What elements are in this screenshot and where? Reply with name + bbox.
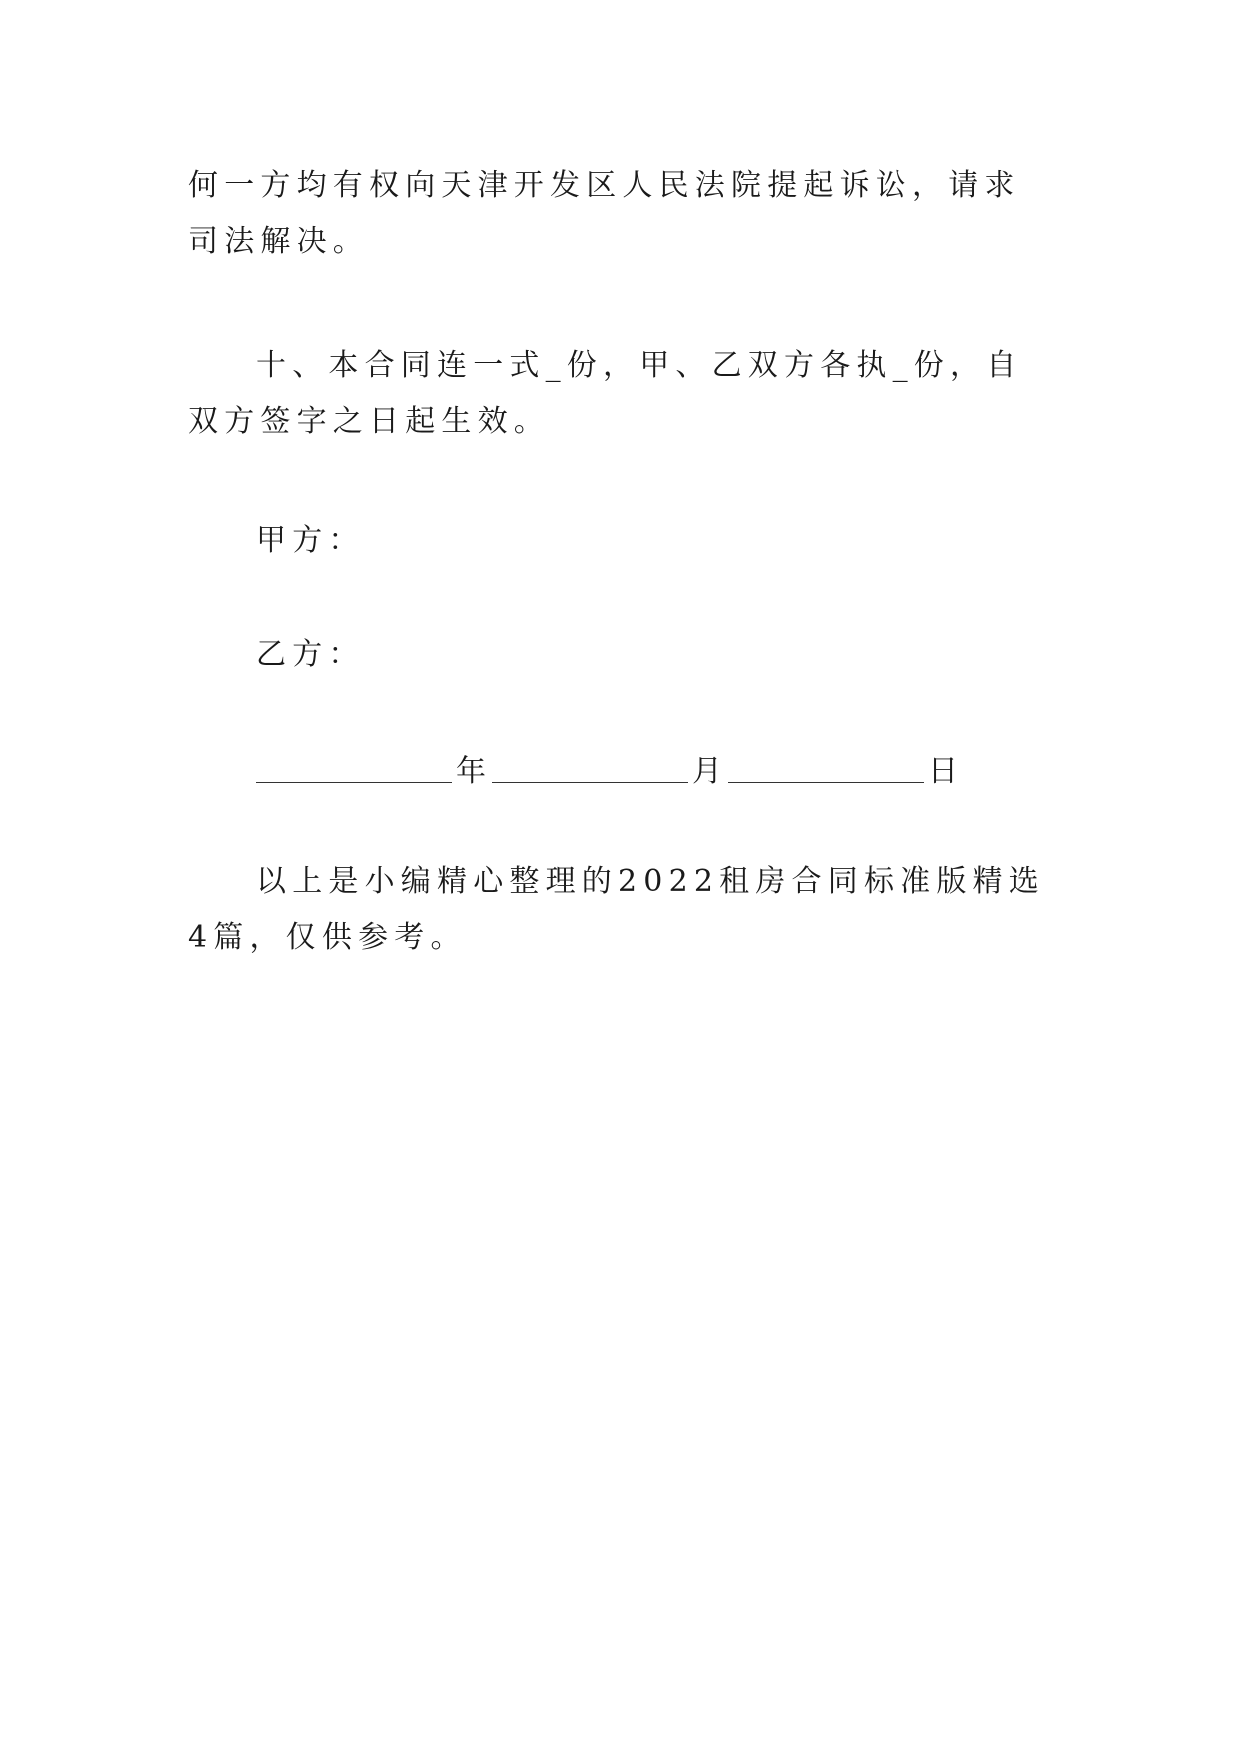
party-a-label: 甲方： — [256, 523, 365, 558]
year-unit: 年 — [456, 754, 486, 789]
signature-date-line — [256, 740, 964, 796]
year-blank — [256, 754, 452, 783]
day-unit: 日 — [928, 754, 958, 789]
month-blank — [492, 754, 688, 783]
party-b-label: 乙方： — [256, 637, 365, 672]
month-unit: 月 — [692, 754, 722, 789]
paragraph-closing-note: 以上是小编精心整理的2022租房合同标准版精选4篇，仅供参考。 — [188, 864, 1045, 955]
paragraph-contract-copies: 十、本合同连一式_份，甲、乙双方各执_份，自双方签字之日起生效。 — [188, 348, 1023, 439]
day-blank — [728, 754, 924, 783]
paragraph-dispute-resolution: 何一方均有权向天津开发区人民法院提起诉讼，请求司法解决。 — [188, 168, 1021, 259]
